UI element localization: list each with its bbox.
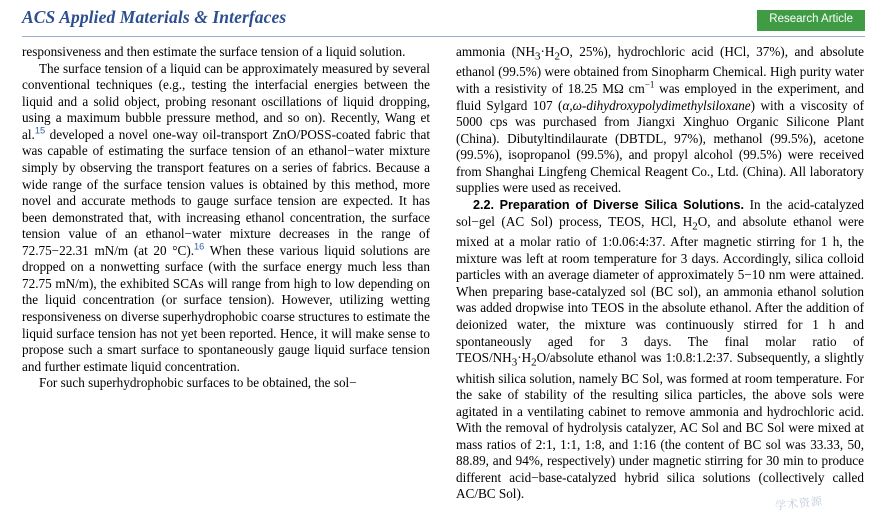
formula-sub-water: 2 [692,220,698,233]
section-body-a: In the acid-catalyzed sol−gel (AC Sol) process, TEOS, HCl, H [456,196,865,229]
section-title: Preparation of Diverse Silica Solutions. [499,197,744,212]
citation-15[interactable]: 15 [34,125,46,136]
header-divider [22,36,865,37]
citation-16[interactable]: 16 [194,241,205,252]
page-header [0,0,883,36]
paragraph-surface-tension-text-b: developed a novel one-way oil-transport ZnO/POSS-coated fabric that was capable of estimating the surface tension of an ethanol−water mixture simply by observing the transport features on a series of fabrics. Because a wide range of the surface tension values is obtained by this method, more novel and accurate methods to gauge surface tension are expected. It has been demonstrated that, with increasing ethanol concentration, the surface tension value of an ethanol−water mixture decreases in the range of 72.75−22.31 mN/m (at 20 °C). [22,126,430,258]
materials-text-a: ammonia (NH [456,44,536,59]
materials-text-d: was employed in the experiment, and fluid Sylgard 107 ( [456,81,864,113]
paragraph-surface-tension-text-c: When these various liquid solutions are dropped on a nonwetting surface (with the surface energy much less than 72.75 mN/m), the exhibited SCAs will range from high to low depending on the liquid concentration (or surface tension). However, utilizing wetting responsiveness on diverse superhydrophobic coarse structures to estimate the liquid surface tension has not yet been reported. Hence, it will make sense to propose such a smart surface to spontaneously gauge liquid surface tension and further estimate liquid concentration. [22,242,431,374]
paragraph-surface-tension [22,61,430,376]
paragraph-superhydrophobic: For such superhydrophobic surfaces to be obtained, the sol− [39,375,357,391]
paragraph-surface-tension-text-a: The surface tension of a liquid can be approximately measured by several conventional techniques (e.g., testing the interfacial energies between the liquid and a solid object, probing resonant oscillations of liquid dropping, using a maximum bubble pressure method, and so on). Recently, Wang et al. [22,60,430,142]
materials-text-c: O, 25%), hydrochloric acid (HCl, 37%), and absolute ethanol (99.5%) were obtained from Sinopharm Chemical. High purity water with a resistivity of 18.25 MΩ cm [456,44,864,96]
article-type-badge: Research Article [757,10,865,31]
paragraph-section-2-2 [456,197,864,503]
section-body-b: O, and absolute ethanol were mixed at a molar ratio of 1:0.06:4:37. After magnetic stirring for 1 h, the mixture was left at room temperature for 3 days. Accordingly, silica colloid particles with an average diameter of approximately 5−10 nm were attained. When preparing base-catalyzed sol (BC sol), an ammonia ethanol solution was added dropwise into TEOS in the absolute ethanol. After the addition of deionized water, the mixture was continuously stirred for 1 h and spontaneously aged for 3 days. The final molar ratio of TEOS/NH [456,213,865,366]
right-column [456,44,864,522]
journal-title: ACS Applied Materials & Interfaces [22,7,287,27]
section-body-c: ·H [517,350,532,366]
section-body-d: O/absolute ethanol was 1:0.8:1.2:37. Subsequently, a slightly whitish silica solution, namely BC Sol, was formed at room temperature. For the sake of stability of the resulting silica particles, the above sols were agitated in a ventilating cabinet to remove ammonia and hydrochloric acid. With the removal of hydrolysis catalyzer, AC Sol and BC Sol were mixed at mass ratios of 2:1, 1:1, 1:8, and 1:16 (the content of BC sol was 33.33, 50, 88.89, and 94%, respectively) under magnetic stirring for 30 min to produce different acid−base-catalyzed hybrid silica solutions (collectively called AC/BC Sol). [456,350,864,502]
materials-text-b: ·H [540,44,555,59]
body-columns [22,44,865,522]
formula-sub-h2o: 2 [554,50,560,63]
paragraph-materials [456,44,864,197]
chemical-name-italic: α,ω-dihydroxypolydimethylsiloxane [562,97,751,113]
formula-sub-hydrate: 2 [531,356,537,369]
left-column [22,44,430,522]
formula-sub-nh3: 3 [535,50,541,63]
watermark-text: 学术资源 [774,495,824,513]
section-number: 2.2. [473,197,495,212]
formula-sub-ammonia: 3 [511,356,518,369]
paragraph-continued: responsiveness and then estimate the surface tension of a liquid solution. [22,44,406,59]
materials-text-e: ) with a viscosity of 5000 cps was purchased from Jiangxi Xinghuo Organic Silicone Plant (China). Dibutyltindilaurate (DBTDL, 97%), methanol (99.5%), acetone (99.5%), isopropanol (99.5%), and propyl alcohol (99.5%) were received from Shanghai Lingfeng Chemical Reagent Co., Ltd. (China). All laboratory supplies were used as received. [456,97,864,196]
superscript-exponent: −1 [644,79,655,90]
